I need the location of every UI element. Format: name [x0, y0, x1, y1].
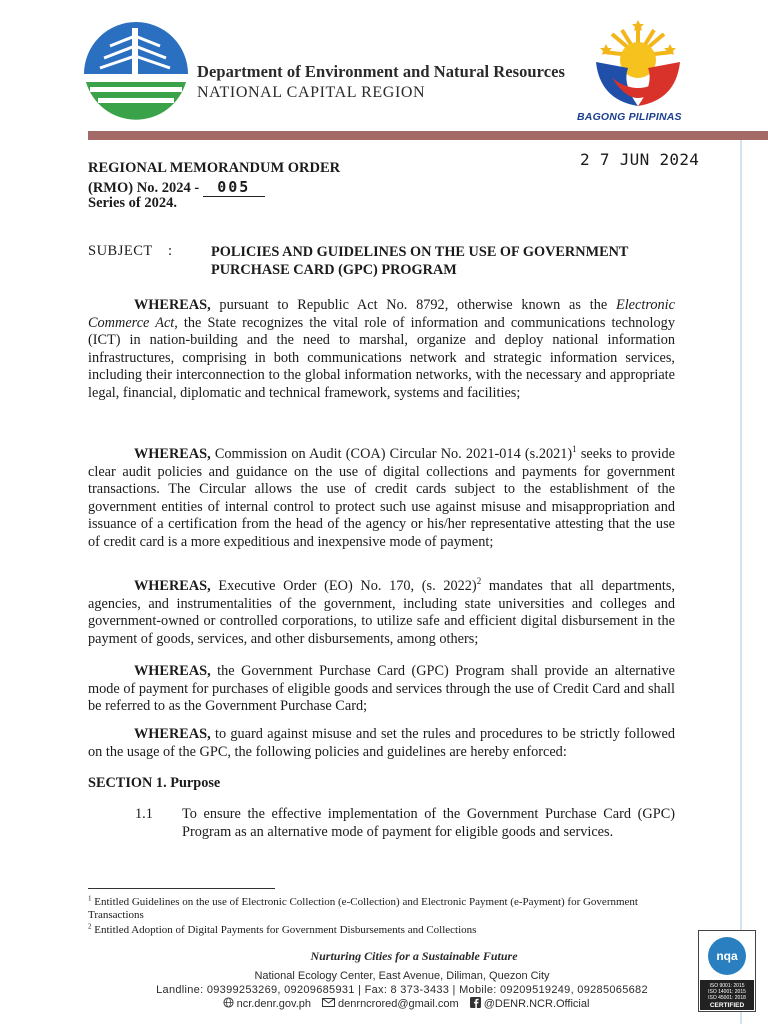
whereas-paragraph-1: [88, 297, 675, 403]
subject-line-2: PURCHASE CARD (GPC) PROGRAM: [211, 262, 457, 278]
whereas-lead: WHEREAS,: [134, 297, 211, 313]
bagong-pilipinas-logo: [582, 18, 694, 126]
memo-title: REGIONAL MEMORANDUM ORDER: [88, 160, 341, 176]
paragraph-text: pursuant to Republic Act No. 8792, otherwise known as the: [210, 297, 616, 313]
whereas-lead: WHEREAS,: [134, 446, 211, 462]
website-link[interactable]: ncr.denr.gov.ph: [236, 997, 311, 1010]
footnote-mark: 1: [88, 894, 92, 903]
subject-colon: :: [168, 243, 173, 259]
whereas-paragraph-3: [88, 578, 675, 648]
footnote-ref: 2: [476, 576, 482, 587]
badge-iso-2: ISO 14001: 2015: [708, 989, 746, 995]
whereas-lead: WHEREAS,: [134, 578, 211, 594]
footer-address: National Ecology Center, East Avenue, Diliman, Quezon City: [254, 970, 550, 982]
subject-line-1: POLICIES AND GUIDELINES ON THE USE OF GOVERNMENT: [211, 244, 629, 260]
paragraph-text: seeks to provide clear audit policies and guidance on the use of digital collections and payments for government transactions. The Circular allows the use of credit cards subject to the establishment of the government entities of internal control to protect such use against misuse and misappropriation and issuance of a certification from the head of the agency or his/her representative attesting that the use of credit card is a more expeditious and inexpensive mode of payment;: [88, 446, 675, 550]
facebook-icon: [470, 997, 481, 1011]
header-band: [88, 131, 768, 140]
paragraph-text: to guard against misuse and set the rules and procedures to be strictly followed on the usage of the GPC, the following policies and guidelines are hereby enforced:: [88, 726, 675, 760]
footer-contacts: Landline: 09399253269, 09209685931 | Fax: 8 373-3433 | Mobile: 09209519249, 09285065682: [156, 984, 648, 996]
footnote-text: Entitled Guidelines on the use of Electronic Collection (e-Collection) and Electronic Payment (e-Payment) for Government Transactions: [88, 896, 638, 921]
memo-series: Series of 2024.: [88, 195, 177, 211]
memo-number-prefix: (RMO) No. 2024 -: [88, 180, 200, 196]
email-link[interactable]: denrncrored@gmail.com: [338, 997, 459, 1010]
department-name: Department of Environment and Natural Resources: [197, 62, 565, 81]
whereas-lead: WHEREAS,: [134, 663, 211, 679]
footnote-rule: [88, 888, 275, 889]
badge-iso-1: ISO 9001: 2015: [709, 983, 745, 989]
whereas-lead: WHEREAS,: [134, 726, 211, 742]
whereas-paragraph-4: [88, 663, 675, 716]
denr-logo: [80, 20, 192, 128]
item-number: 1.1: [135, 806, 153, 822]
footer-links: [0, 997, 768, 1011]
whereas-paragraph-2: [88, 446, 675, 552]
badge-certified: CERTIFIED: [709, 1002, 745, 1009]
footnote-text: Entitled Adoption of Digital Payments for Government Disbursements and Collections: [91, 924, 477, 936]
footnote-2: [88, 924, 678, 937]
region-name: NATIONAL CAPITAL REGION: [197, 84, 426, 101]
footnote-1: [88, 896, 678, 921]
globe-icon: [223, 997, 234, 1011]
bagong-pilipinas-label: BAGONG PILIPINAS: [577, 111, 682, 123]
facebook-link[interactable]: @DENR.NCR.Official: [483, 997, 590, 1010]
memo-date-stamp: 2 7 JUN 2024: [580, 150, 700, 169]
badge-iso-3: ISO 45001: 2018: [708, 995, 746, 1001]
paragraph-italic: Electronic Commerce Act,: [88, 297, 675, 331]
subject-text: [211, 243, 686, 279]
footnote-mark: 2: [88, 922, 92, 931]
section-1-heading: SECTION 1. Purpose: [88, 775, 221, 791]
paragraph-text: Commission on Audit (COA) Circular No. 2021-014 (s.2021): [210, 446, 573, 462]
memo-number-value: 005: [203, 178, 265, 197]
whereas-paragraph-5: [88, 726, 675, 761]
footnote-ref: 1: [572, 444, 577, 455]
mail-icon: [322, 998, 335, 1010]
paragraph-text: Executive Order (EO) No. 170, (s. 2022): [210, 578, 477, 594]
subject-label: SUBJECT: [88, 243, 153, 259]
paragraph-text: the Government Purchase Card (GPC) Program shall provide an alternative mode of payment for purchases of eligible goods and services through the use of Credit Card and shall be referred to as the Government Purchase Card;: [88, 663, 675, 715]
footer-slogan: Nurturing Cities for a Sustainable Future: [310, 949, 518, 963]
badge-brand: nqa: [716, 949, 738, 963]
page-edge-line: [740, 140, 742, 1024]
paragraph-text: mandates that all departments, agencies, and instrumentalities of the government, including state universities and colleges and government-owned or controlled corporations, to utilize safe and efficient digital disbursement in the payment of goods, services, and other disbursements, among others;: [88, 578, 676, 647]
paragraph-text: the State recognizes the vital role of information and communications technology (ICT) in nation-building and the need to marshal, organize and deploy national information infrastructures, comprising in both communications network and strategic information services, including their interconnection to the global information networks, with the necessary and appropriate legal, financial, diplomatic and technical framework, systems and facilities;: [88, 314, 675, 401]
item-text: To ensure the effective implementation of the Government Purchase Card (GPC) Program as an alternative mode of payment for eligible goods and services.: [182, 806, 675, 840]
nqa-certification-badge: [698, 930, 756, 1012]
